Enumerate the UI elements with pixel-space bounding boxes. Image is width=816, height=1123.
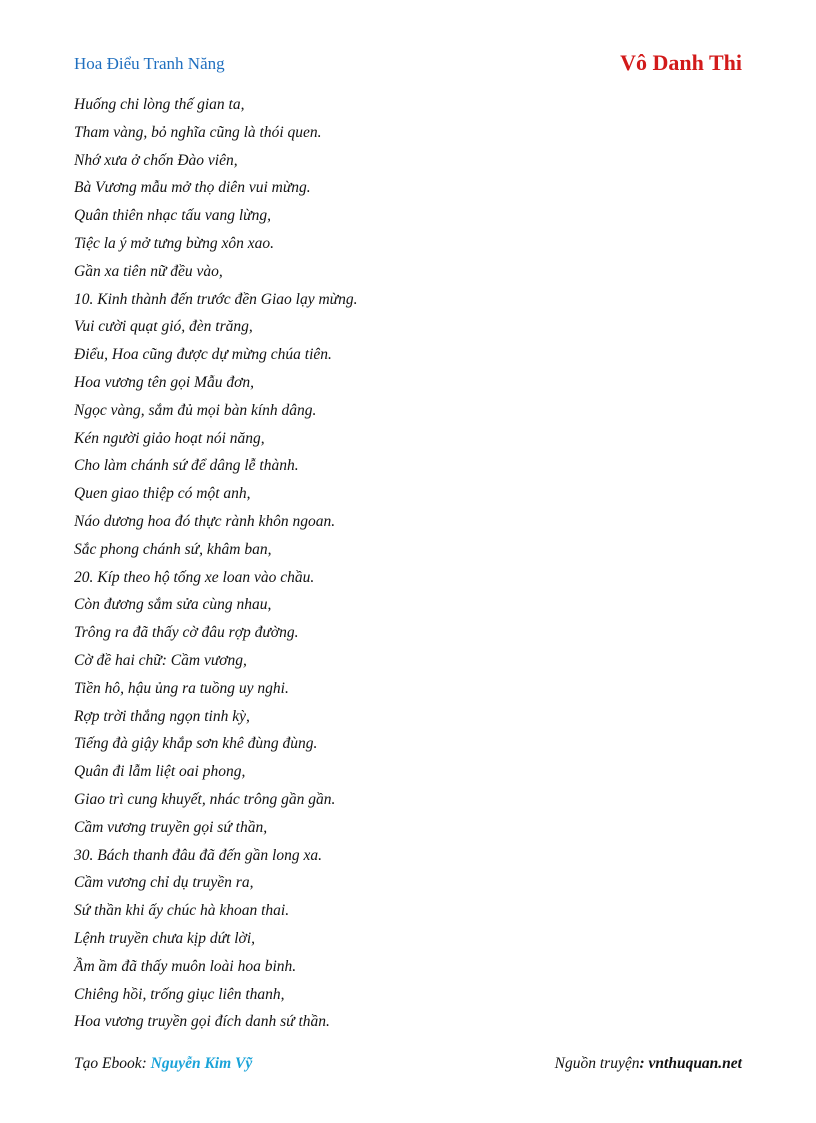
poem-line: 20. Kíp theo hộ tống xe loan vào chầu. [74, 568, 315, 586]
poem-line: Cầm vương chỉ dụ truyền ra, [74, 874, 254, 892]
poem-line: Quân đi lẫm liệt oai phong, [74, 763, 246, 781]
poem-line: Giao trì cung khuyết, nhác trông gần gần. [74, 790, 336, 808]
author-name: Vô Danh Thi [620, 50, 742, 75]
book-title: Hoa Điểu Tranh Năng [74, 54, 225, 73]
poem-line: Huống chi lòng thế gian ta, [74, 96, 245, 113]
poem-line: Quen giao thiệp có một anh, [74, 485, 251, 503]
ebook-label: Tạo Ebook [74, 1055, 142, 1072]
source-credit [555, 1055, 742, 1073]
poem-line: 10. Kinh thành đến trước đền Giao lạy mừng. [74, 290, 358, 308]
poem-line: Còn đương sắm sửa cùng nhau, [74, 596, 272, 614]
poem-line: Nhớ xưa ở chốn Đào viên, [74, 151, 238, 169]
poem-line: Rợp trời thắng ngọn tinh kỳ, [74, 707, 250, 725]
poem-line: Tiếng đà giậy khắp sơn khê đùng đùng. [74, 735, 318, 753]
poem-line: Lệnh truyền chưa kịp dứt lời, [74, 929, 256, 947]
poem-line: Ngọc vàng, sắm đủ mọi bàn kính dâng. [74, 401, 317, 419]
poem-line: Vui cười quạt gió, đèn trăng, [74, 318, 253, 336]
ebook-author-link[interactable]: Nguyễn Kim Vỹ [150, 1055, 253, 1072]
poem-line: Tiền hô, hậu ủng ra tuồng uy nghi. [74, 679, 289, 697]
poem-line: Náo dương hoa đó thực rành khôn ngoan. [74, 512, 336, 530]
poem-line: Ầm ầm đã thấy muôn loài hoa binh. [74, 957, 297, 975]
poem-line: Hoa vương tên gọi Mẫu đơn, [74, 373, 254, 391]
poem-line: Chiêng hồi, trống giục liên thanh, [74, 985, 285, 1003]
poem-line: Sắc phong chánh sứ, khâm ban, [74, 540, 272, 558]
poem-line: Điểu, Hoa cũng được dự mừng chúa tiên. [74, 346, 332, 364]
source-separator: : [639, 1055, 649, 1072]
poem-body [74, 95, 358, 1040]
poem-line: Cho làm chánh sứ để dâng lễ thành. [74, 457, 299, 475]
poem-line: Quân thiên nhạc tấu vang lừng, [74, 207, 272, 225]
poem-line: Hoa vương truyền gọi đích danh sứ thần. [74, 1013, 330, 1031]
page-header [74, 50, 742, 76]
poem-line: Tiệc la ý mở tưng bừng xôn xao. [74, 234, 274, 252]
poem-line: Bà Vương mẫu mở thọ diên vui mừng. [74, 179, 311, 197]
poem-line: Tham vàng, bỏ nghĩa cũng là thói quen. [74, 123, 322, 141]
poem-line: Cầm vương truyền gọi sứ thần, [74, 818, 268, 836]
poem-line: 30. Bách thanh đâu đã đến gần long xa. [74, 846, 322, 864]
poem-line: Sứ thần khi ấy chúc hà khoan thai. [74, 902, 290, 920]
source-site-link[interactable]: vnthuquan.net [648, 1055, 742, 1072]
source-label: Nguồn truyện [554, 1055, 640, 1072]
poem-line: Trông ra đã thấy cờ đâu rợp đường. [74, 624, 299, 642]
page-footer [74, 1055, 742, 1077]
ebook-credit [74, 1055, 252, 1073]
poem-line: Cờ đề hai chữ: Cầm vương, [74, 651, 247, 669]
ebook-separator: : [141, 1055, 151, 1072]
poem-line: Kén người giảo hoạt nói năng, [74, 429, 265, 447]
poem-line: Gần xa tiên nữ đều vào, [74, 262, 223, 280]
